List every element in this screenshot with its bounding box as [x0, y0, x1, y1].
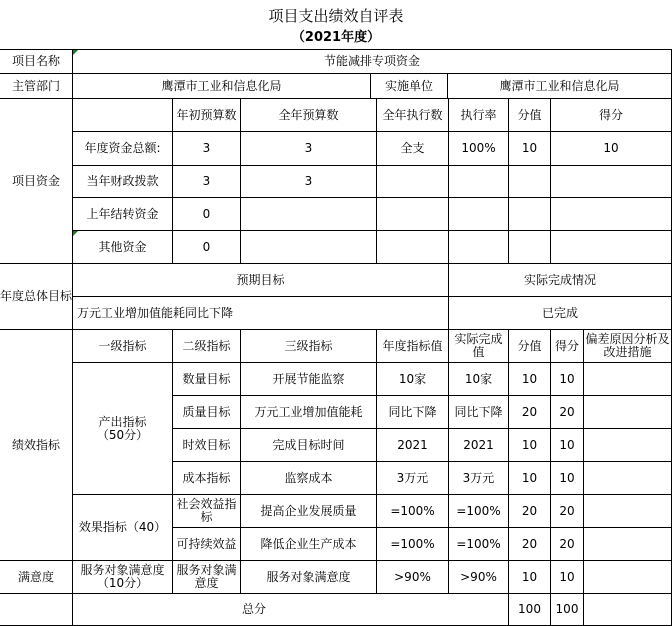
- funds-header: 全年执行数: [382, 107, 443, 122]
- funds-row-label: 当年财政拨款: [86, 174, 159, 188]
- goals-label: 年度总体目标: [0, 289, 73, 303]
- funds-header: 得分: [598, 107, 623, 122]
- effect-indicator-label: 效果指标（40）: [78, 520, 167, 534]
- project-name-value: 节能减排专项资金: [323, 54, 420, 68]
- perf-level3: 开展节能监察: [272, 371, 345, 386]
- perf-level3: 监察成本: [284, 470, 333, 485]
- satisfaction-level2: 服务对象满意度: [176, 563, 237, 590]
- perf-target: =100%: [390, 503, 435, 518]
- perf-target: 3万元: [396, 470, 429, 485]
- perf-header: 实际完成值: [454, 332, 503, 359]
- perf-value: 10: [521, 371, 538, 386]
- perf-actual: 10家: [464, 371, 493, 386]
- total-label: 总分: [241, 602, 266, 616]
- perf-header: 年度指标值: [382, 338, 443, 353]
- funds-cell: 3: [304, 141, 313, 155]
- funds-cell: 3: [202, 174, 211, 188]
- funds-cell: 10: [521, 141, 538, 155]
- perf-level3: 万元工业增加值能耗: [254, 404, 363, 419]
- funds-header: 全年预算数: [278, 107, 339, 122]
- actual-completion-text: 已完成: [541, 305, 578, 320]
- perf-actual: 同比下降: [454, 404, 503, 419]
- satisfaction-value: 10: [521, 569, 538, 584]
- perf-header: 偏差原因分析及改进措施: [585, 332, 670, 359]
- total-value: 100: [518, 602, 541, 616]
- project-name-label: 项目名称: [11, 54, 60, 68]
- perf-header: 得分: [554, 338, 579, 353]
- impl-label: 实施单位: [384, 78, 433, 93]
- perf-score: 20: [559, 503, 575, 518]
- perf-header: 分值: [517, 338, 542, 353]
- perf-actual: 3万元: [462, 470, 495, 485]
- impl-value: 鹰潭市工业和信息化局: [499, 78, 620, 93]
- perf-actual: =100%: [456, 536, 501, 551]
- page-title: 项目支出绩效自评表: [268, 6, 404, 25]
- funds-row-label: 上年结转资金: [86, 206, 159, 221]
- expected-goal-text: 万元工业增加值能耗同比下降: [77, 305, 234, 320]
- perf-target: 10家: [398, 371, 427, 386]
- perf-header: 二级指标: [182, 338, 231, 353]
- perf-actual: =100%: [456, 503, 501, 518]
- perf-value: 20: [521, 404, 538, 419]
- perf-level2: 成本指标: [182, 470, 231, 485]
- dept-value: 鹰潭市工业和信息化局: [161, 78, 282, 93]
- perf-score: 10: [559, 437, 575, 452]
- satisfaction-target: >90%: [394, 569, 431, 584]
- total-score: 100: [555, 602, 579, 616]
- performance-label: 绩效指标: [11, 437, 60, 452]
- perf-level3: 提高企业发展质量: [260, 503, 357, 518]
- perf-score: 10: [559, 470, 575, 485]
- funds-cell: 100%: [461, 141, 496, 155]
- perf-target: 同比下降: [388, 404, 437, 419]
- perf-target: =100%: [390, 536, 435, 551]
- funds-cell: 全支: [400, 141, 425, 155]
- funds-header: 执行率: [460, 107, 497, 122]
- satisfaction-level1: 服务对象满意度（10分）: [80, 563, 165, 590]
- funds-cell: 0: [202, 206, 211, 221]
- perf-level2: 时效目标: [182, 437, 231, 452]
- perf-score: 10: [559, 371, 575, 386]
- satisfaction-label: 满意度: [17, 569, 54, 584]
- funds-cell: 3: [304, 174, 313, 188]
- perf-header: 一级指标: [98, 338, 147, 353]
- perf-level3: 降低企业生产成本: [260, 536, 357, 551]
- satisfaction-score: 10: [559, 569, 575, 584]
- perf-header: 三级指标: [284, 338, 333, 353]
- satisfaction-actual: >90%: [460, 569, 497, 584]
- perf-value: 20: [521, 536, 538, 551]
- perf-level2: 质量目标: [182, 404, 231, 419]
- expected-goal-header: 预期目标: [236, 272, 285, 287]
- funds-row-label: 其他资金: [98, 239, 147, 254]
- funds-header: 年初预算数: [176, 107, 237, 122]
- perf-level2: 可持续效益: [176, 536, 237, 551]
- actual-completion-header: 实际完成情况: [523, 272, 596, 287]
- funds-row-label: 年度资金总额:: [84, 141, 161, 155]
- satisfaction-level3: 服务对象满意度: [266, 569, 351, 584]
- perf-target: 2021: [397, 437, 428, 452]
- funds-cell: 10: [603, 141, 619, 155]
- perf-value: 10: [521, 437, 538, 452]
- perf-value: 10: [521, 470, 538, 485]
- funds-header: 分值: [517, 107, 542, 122]
- perf-score: 20: [559, 404, 575, 419]
- perf-value: 20: [521, 503, 538, 518]
- perf-actual: 2021: [463, 437, 494, 452]
- page-subtitle: （2021年度）: [291, 29, 381, 45]
- perf-level3: 完成目标时间: [272, 437, 345, 452]
- output-indicator-label: 产出指标 （50分）: [96, 414, 149, 442]
- perf-level2: 数量目标: [182, 371, 231, 386]
- funds-cell: 0: [202, 239, 211, 254]
- funds-section-label: 项目资金: [11, 173, 60, 188]
- dept-label: 主管部门: [11, 78, 60, 93]
- funds-cell: 3: [202, 141, 211, 155]
- perf-level2: 社会效益指标: [176, 497, 237, 524]
- perf-score: 20: [559, 536, 575, 551]
